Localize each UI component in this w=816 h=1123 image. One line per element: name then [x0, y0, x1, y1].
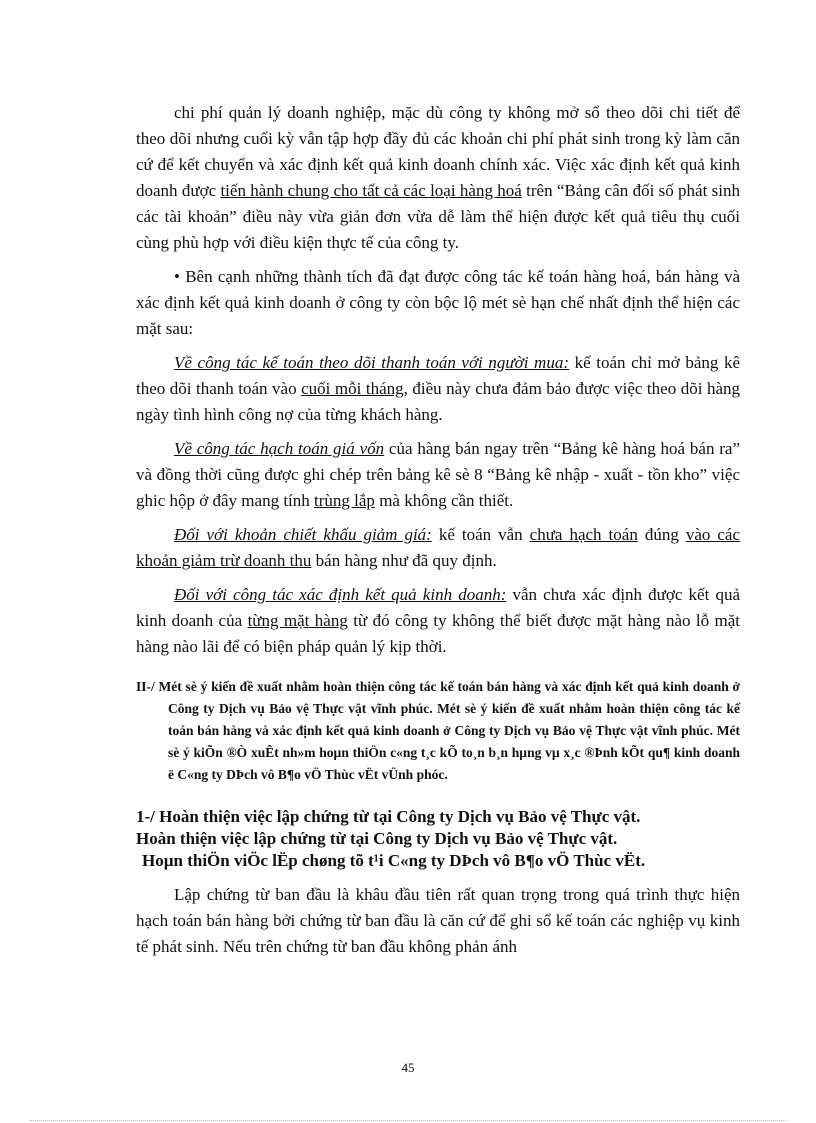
- underlined-text: cuối mỗi tháng: [301, 379, 404, 398]
- underlined-text: tiến hành chung cho tất cả các loại hàng hoá: [220, 181, 522, 200]
- paragraph-limitations-intro: • Bên cạnh những thành tích đã đạt được công tác kế toán hàng hoá, bán hàng và xác định kết quả kinh doanh ở công ty còn bộc lộ mét sè hạn chế nhất định thể hiện các mặt sau:: [136, 267, 740, 338]
- section-heading-ii: II-/ Mét sè ý kiến đề xuất nhằm hoàn thiện công tác kế toán bán hàng và xác định kết quả kinh doanh ở Công ty Dịch vụ Bảo vệ Thực vật vĩnh phúc. Mét sè ý kiến đề xuất nhằm hoàn thiện công tác kế toán bán hàng và xác định kết quả kinh doanh ở Công ty Dịch vụ Bảo vệ Thực vật vĩnh phúc. Mét sè ý kiÕn ®Ò xuÊt nh»m hoµn thiÖn c«ng t¸c kÕ to¸n b¸n hµng vµ x¸c ®Þnh kÕt qu¶ kinh doanh ë C«ng ty DÞch vô B¶o vÖ Thùc vËt vÜnh phóc.: [136, 679, 740, 782]
- italic-lead: Đối với công tác xác định kết quả kinh doanh:: [174, 585, 507, 604]
- underlined-text: từng mặt hàng: [247, 611, 348, 630]
- page-body: [136, 100, 740, 960]
- page-bottom-divider: [30, 1120, 786, 1121]
- text-run: , điều này chưa đảm bảo được việc theo dõi hàng ngày tình hình công nợ của từng khách hàng.: [136, 379, 740, 424]
- heading-line: 1-/ Hoàn thiện việc lập chứng từ tại Công ty Dịch vụ Bảo vệ Thực vật.: [136, 807, 641, 826]
- heading-line: Hoàn thiện việc lập chứng từ tại Công ty Dịch vụ Bảo vệ Thực vật.: [136, 829, 618, 848]
- page-number: 45: [401, 1060, 415, 1075]
- italic-lead: Về công tác hạch toán giá vốn: [174, 439, 385, 458]
- underlined-text: vào các khoản giảm trừ doanh thu: [136, 525, 741, 570]
- underlined-text: trùng lắp: [314, 491, 375, 510]
- text-run: kế toán chỉ mở bảng kê theo dõi thanh toán vào: [136, 353, 741, 398]
- text-run: của hàng bán ngay trên “Bảng kê hàng hoá bán ra” và đồng thời cũng được ghi chép trên bảng kê sè 8 “Bảng kê nhập - xuất - tồn kho” việc ghic hộp ở đây mang tính: [136, 439, 741, 510]
- subsection-heading-1: [136, 806, 740, 872]
- paragraph-vouchers: Lập chứng từ ban đầu là khâu đầu tiên rất quan trọng trong quá trình thực hiện hạch toán bán hàng bởi chứng từ ban đầu là căn cứ để ghi sổ kế toán các nghiệp vụ kinh tế phát sinh. Nếu trên chứng từ ban đầu không phản ánh: [136, 885, 740, 956]
- text-run: vẫn chưa xác định được kết quả kinh doanh của: [136, 585, 740, 630]
- underlined-text: chưa hạch toán: [529, 525, 638, 544]
- text-run: trên “Bảng cân đối số phát sinh các tài khoản” điều này vừa giản đơn vừa dễ làm thể hiện được kết quả tiêu thụ cuối cùng phù hợp với điều kiện thực tế của công ty.: [136, 181, 740, 252]
- text-run: bán hàng như đã quy định.: [311, 551, 497, 570]
- paragraph-cost-of-goods: [136, 436, 740, 514]
- text-run: chi phí quản lý doanh nghiệp, mặc dù công ty không mở sổ theo dõi chi tiết để theo dõi nhưng cuối kỳ vẫn tập hợp đầy đủ các khoản chi phí phát sinh trong kỳ làm căn cứ để kết chuyển và xác định kết quả kinh doanh chính xác. Việc xác định kết quả kinh doanh được: [136, 103, 740, 200]
- paragraph-customer-payments: [136, 350, 740, 428]
- text-run: kế toán vẫn: [431, 525, 530, 544]
- text-run: từ đó công ty không thể biết được mặt hàng nào lỗ mặt hàng nào lãi để có biện pháp quản lý kịp thời.: [136, 611, 741, 656]
- text-run: mà không cần thiết.: [374, 491, 514, 510]
- paragraph-summary: [136, 100, 740, 256]
- paragraph-discounts: [136, 522, 740, 574]
- paragraph-business-results: [136, 582, 740, 660]
- text-run: đúng: [637, 525, 686, 544]
- italic-lead: Đối với khoản chiết khấu giảm giá:: [174, 525, 432, 544]
- heading-line: Hoµn thiÖn viÖc lËp chøng tõ t¹i C«ng ty DÞch vô B¶o vÖ Thùc vËt.: [142, 851, 646, 870]
- italic-lead: Về công tác kế toán theo dõi thanh toán với người mua:: [174, 353, 569, 372]
